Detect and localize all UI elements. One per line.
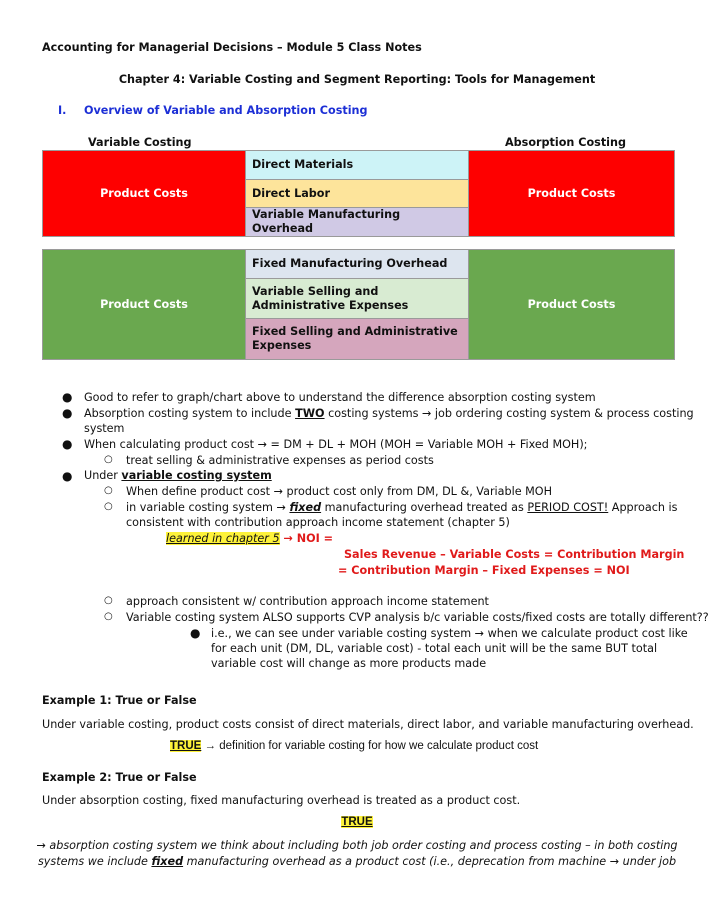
formula-line-1: Sales Revenue – Variable Costs = Contribution Margin xyxy=(344,548,685,561)
example-1-title: Example 1: True or False xyxy=(42,694,197,707)
fixed-selling-admin-cell: Fixed Selling and Administrative Expenses xyxy=(246,319,469,360)
sub-bullet-icon: ○ xyxy=(104,611,113,622)
section-number: I. xyxy=(58,104,67,117)
note-sub-2-cont: consistent with contribution approach income statement (chapter 5) xyxy=(126,516,510,529)
bullet-icon: ● xyxy=(62,390,73,404)
sub-bullet-icon: ○ xyxy=(104,501,113,512)
note-bullet-2: Absorption costing system to include TWO costing systems → job ordering costing system & process costing xyxy=(84,407,694,420)
note-sub-3: approach consistent w/ contribution approach income statement xyxy=(126,595,489,608)
chapter-title: Chapter 4: Variable Costing and Segment Reporting: Tools for Management xyxy=(118,73,596,86)
note-sub-1: When define product cost → product cost only from DM, DL &, Variable MOH xyxy=(126,485,553,498)
product-cost-table-top xyxy=(42,150,675,237)
absorption-costing-heading: Absorption Costing xyxy=(505,136,626,149)
absorption-product-costs-cell-2: Product Costs xyxy=(469,250,675,360)
bullet-icon: ● xyxy=(62,437,73,451)
example-2-question: Under absorption costing, fixed manufacturing overhead is treated as a product cost. xyxy=(42,794,521,807)
bullet-icon: ● xyxy=(62,469,73,483)
fixed-moh-cell: Fixed Manufacturing Overhead xyxy=(246,250,469,279)
learned-note: learned in chapter 5 → NOI = xyxy=(166,532,334,545)
note-sub-4-bullet-3: variable cost will change as more products made xyxy=(211,657,487,670)
example-2-title: Example 2: True or False xyxy=(42,771,197,784)
variable-selling-admin-cell: Variable Selling and Administrative Expenses xyxy=(246,279,469,319)
example-1-question: Under variable costing, product costs consist of direct materials, direct labor, and variable manufacturing overhead. xyxy=(42,718,694,731)
absorption-product-costs-cell: Product Costs xyxy=(469,151,675,237)
sub-bullet-icon: ○ xyxy=(104,454,113,465)
note-sub-4-bullet-1: i.e., we can see under variable costing system → when we calculate product cost like xyxy=(211,627,688,640)
note-sub-4: Variable costing system ALSO supports CVP analysis b/c variable costs/fixed costs are totally different?? xyxy=(126,611,709,624)
formula-line-2: = Contribution Margin – Fixed Expenses = NOI xyxy=(338,564,630,577)
example-2-note-line-2: systems we include fixed manufacturing overhead as a product cost (i.e., deprecation from machine → under job xyxy=(37,855,677,868)
note-bullet-4: Under variable costing system xyxy=(84,469,272,482)
note-sub-4-bullet-2: for each unit (DM, DL, variable cost) - total each unit will be the same BUT total xyxy=(211,642,658,655)
product-cost-table-bottom xyxy=(42,249,675,360)
note-bullet-2-cont: system xyxy=(84,422,125,435)
course-title: Accounting for Managerial Decisions – Module 5 Class Notes xyxy=(42,41,422,54)
variable-moh-cell: Variable Manufacturing Overhead xyxy=(246,208,469,237)
sub-bullet-icon: ○ xyxy=(104,485,113,496)
example-1-answer: TRUE → definition for variable costing for how we calculate product cost xyxy=(170,740,539,752)
sub-bullet-icon: ○ xyxy=(104,595,113,606)
bullet-icon: ● xyxy=(62,406,73,420)
section-title: Overview of Variable and Absorption Costing xyxy=(84,104,368,117)
direct-materials-cell: Direct Materials xyxy=(246,151,469,180)
note-bullet-3: When calculating product cost → = DM + DL + MOH (MOH = Variable MOH + Fixed MOH); xyxy=(84,438,588,451)
variable-product-costs-cell: Product Costs xyxy=(43,151,246,237)
note-bullet-1: Good to refer to graph/chart above to understand the difference absorption costing system xyxy=(84,391,596,404)
example-2-answer: TRUE xyxy=(341,816,373,828)
variable-costing-heading: Variable Costing xyxy=(88,136,192,149)
note-bullet-3-sub: treat selling & administrative expenses as period costs xyxy=(126,454,434,467)
direct-labor-cell: Direct Labor xyxy=(246,180,469,208)
variable-product-costs-cell-2: Product Costs xyxy=(43,250,246,360)
bullet-icon: ● xyxy=(190,626,201,640)
example-2-note-line-1: → absorption costing system we think about including both job order costing and process costing – in both costing xyxy=(36,839,678,852)
note-sub-2: in variable costing system → fixed manufacturing overhead treated as PERIOD COST! Approach is xyxy=(126,501,678,514)
